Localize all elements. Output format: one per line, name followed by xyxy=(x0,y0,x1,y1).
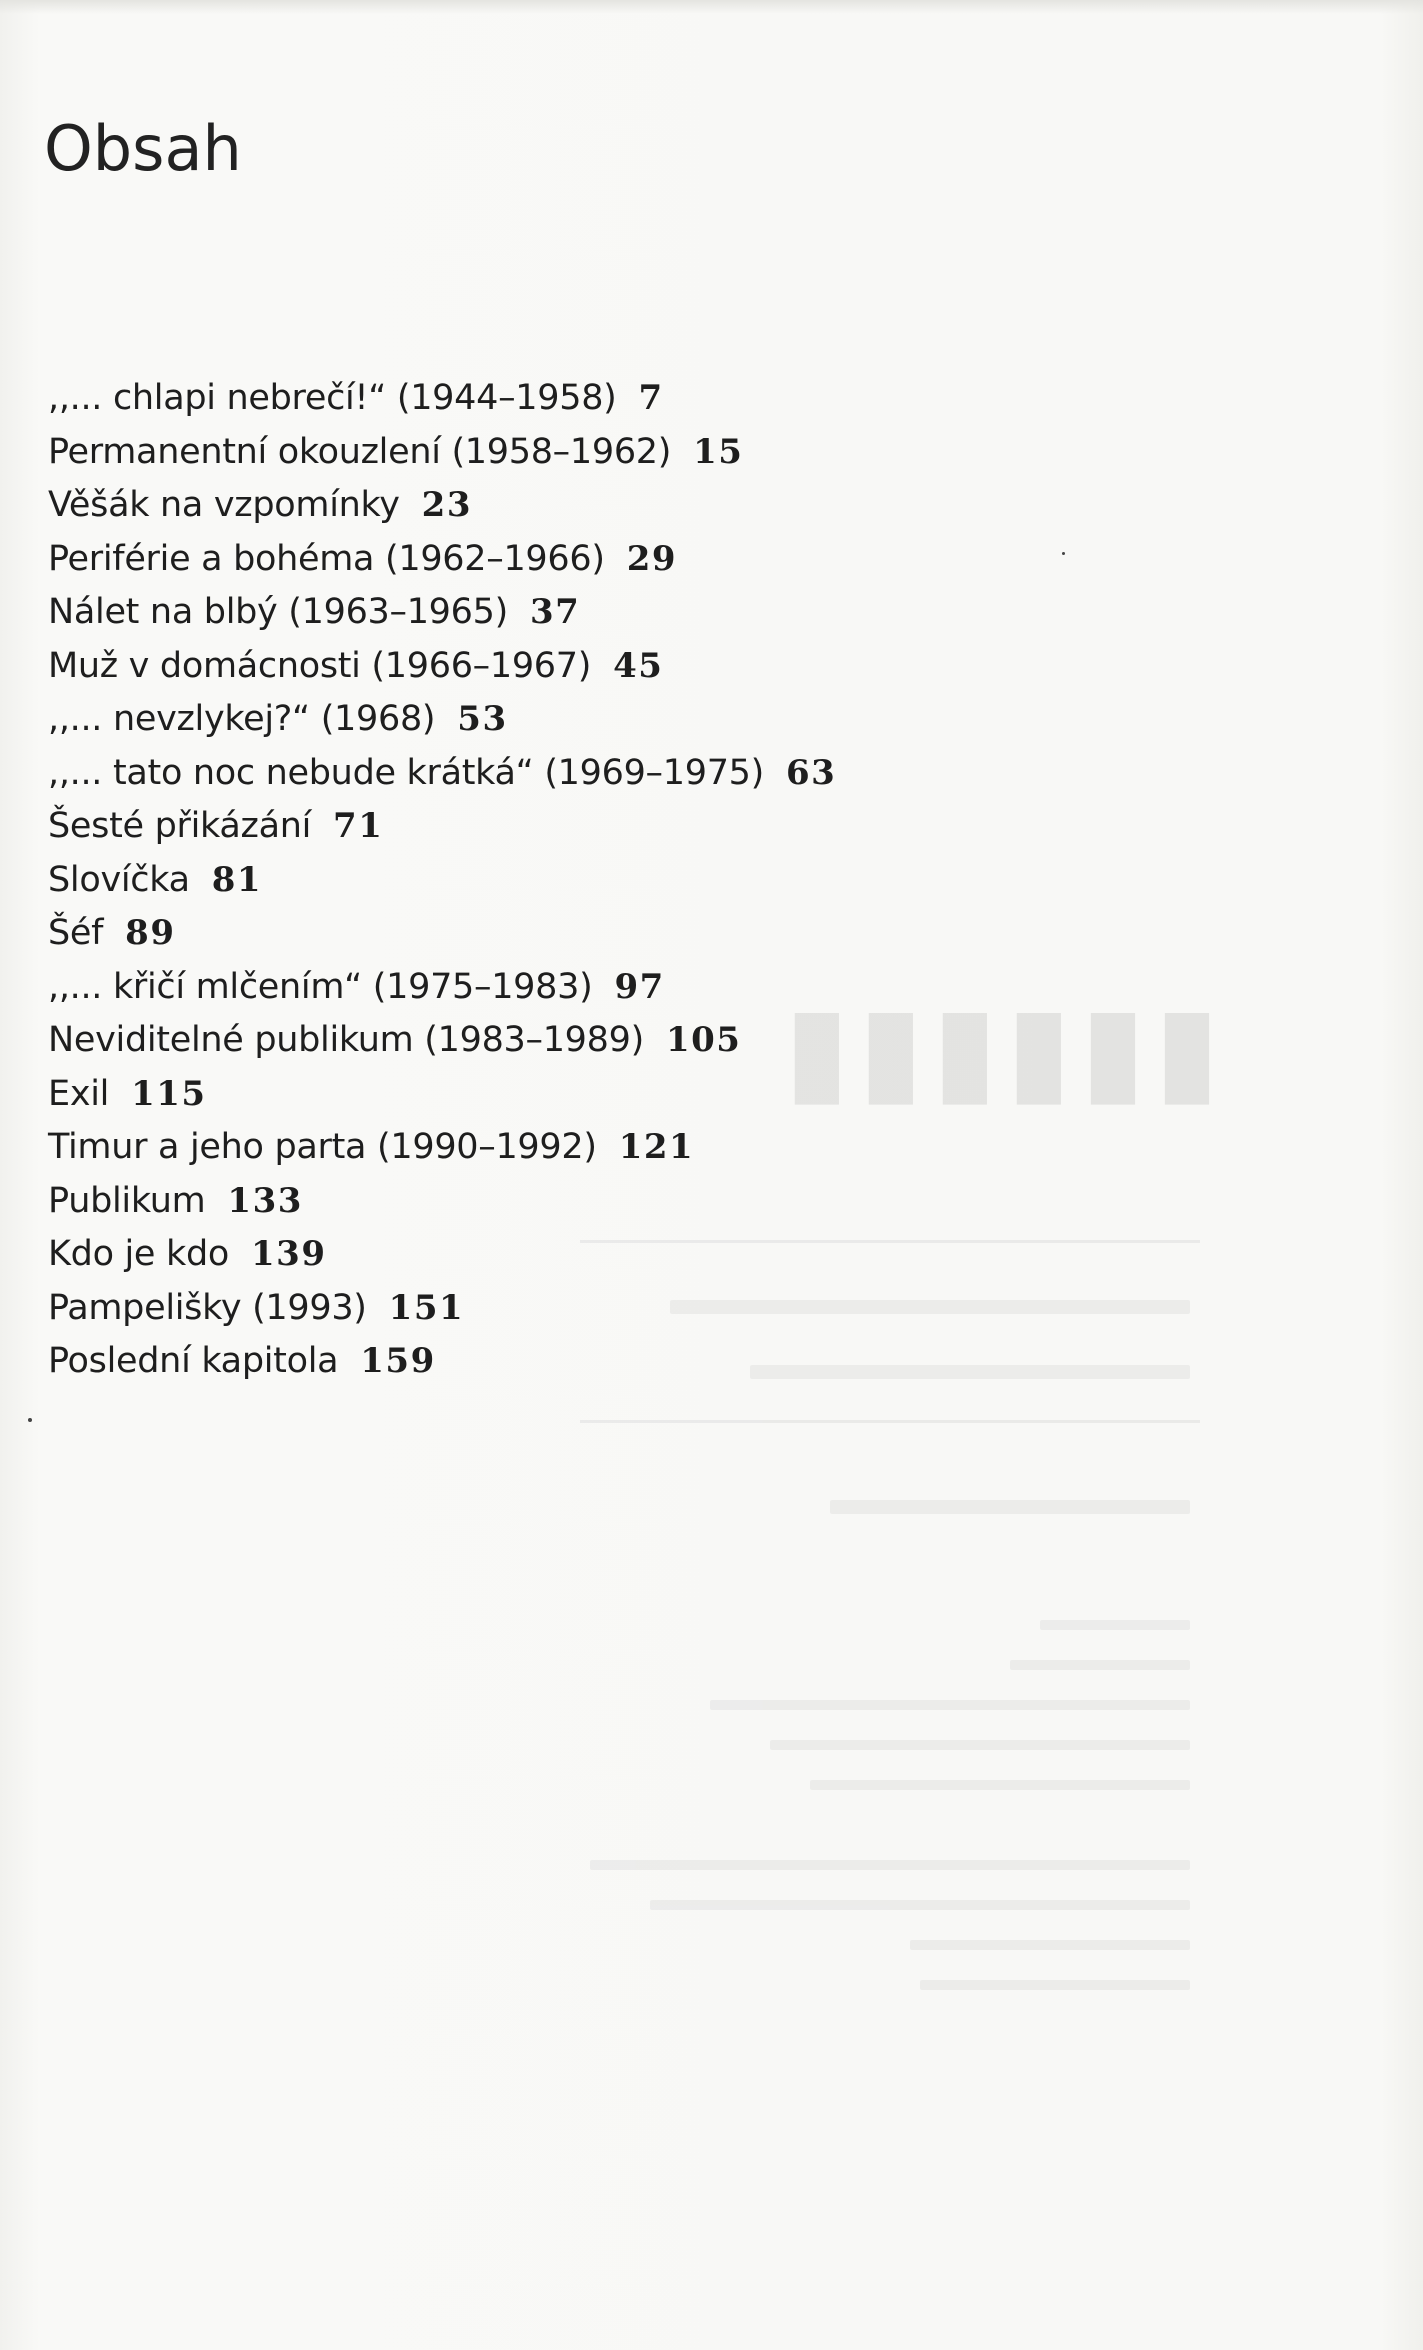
toc-entry xyxy=(48,586,836,640)
toc-entry-title: Kdo je kdo xyxy=(48,1234,229,1274)
toc-entry xyxy=(48,907,836,961)
bleed-line xyxy=(1040,1620,1190,1630)
toc-entry-page-number: 151 xyxy=(388,1287,465,1328)
bleed-line xyxy=(810,1780,1190,1790)
toc-entry xyxy=(48,1014,836,1068)
bleed-line xyxy=(650,1900,1190,1910)
toc-entry-title: Nálet na blbý (1963–1965) xyxy=(48,592,508,632)
toc-entry xyxy=(48,479,836,533)
toc-entry-page-number: 97 xyxy=(614,966,665,1007)
toc-entry xyxy=(48,961,836,1015)
toc-entry-page-number: 45 xyxy=(613,645,664,686)
toc-entry-page-number: 63 xyxy=(785,752,837,793)
toc-entry-page-number: 139 xyxy=(251,1234,327,1274)
bleed-line xyxy=(1010,1660,1190,1670)
toc-entry xyxy=(48,1228,836,1282)
toc-entry xyxy=(48,800,836,854)
toc-entry xyxy=(48,747,836,801)
toc-entry-page-number: 105 xyxy=(665,1020,742,1060)
toc-entry-title: Věšák na vzpomínky xyxy=(48,485,400,525)
toc-entry-title: ,,... křičí mlčením“ (1975–1983) xyxy=(48,966,593,1007)
toc-entry-page-number: 29 xyxy=(626,538,678,579)
toc-entry-page-number: 81 xyxy=(211,859,263,900)
toc-entry-title: Muž v domácnosti (1966–1967) xyxy=(48,645,592,686)
toc-entry xyxy=(48,1175,836,1229)
toc-entry-page-number: 23 xyxy=(421,485,472,525)
toc-entry-title: Periférie a bohéma (1962–1966) xyxy=(48,538,605,579)
bleed-line xyxy=(830,1500,1190,1514)
toc-entry-page-number: 121 xyxy=(618,1127,695,1167)
toc-entry xyxy=(48,533,836,587)
toc-entry-title: Neviditelné publikum (1983–1989) xyxy=(48,1020,644,1060)
toc-entry-title: ,,... tato noc nebude krátká“ (1969–1975) xyxy=(48,752,764,793)
toc-entry-title: Publikum xyxy=(48,1180,206,1221)
toc-entry-title: Šesté přikázání xyxy=(48,806,312,846)
toc-entry-page-number: 159 xyxy=(360,1341,436,1381)
toc-entry-title: Slovíčka xyxy=(48,859,190,900)
toc-entry-title: Permanentní okouzlení (1958–1962) xyxy=(48,431,672,472)
toc-entry xyxy=(48,640,836,694)
toc-entry xyxy=(48,854,836,908)
toc-entry-page-number: 15 xyxy=(693,431,744,472)
toc-entry-page-number: 53 xyxy=(457,699,508,739)
dust-speck xyxy=(1062,552,1065,555)
toc-entry-page-number: 133 xyxy=(227,1180,303,1221)
toc-entry xyxy=(48,1068,836,1122)
bleed-line xyxy=(920,1980,1190,1990)
toc-entry-page-number: 7 xyxy=(638,378,664,418)
toc-entry-page-number: 115 xyxy=(131,1073,207,1114)
toc-entry-title: Poslední kapitola xyxy=(48,1341,339,1381)
bleed-line xyxy=(590,1860,1190,1870)
bleed-rule-bottom xyxy=(580,1420,1200,1423)
toc-entry-title: Pampelišky (1993) xyxy=(48,1287,367,1328)
bleed-title-shape: ▮▮▮▮▮▮ xyxy=(775,980,1220,1119)
bleed-line xyxy=(910,1940,1190,1950)
bleed-line xyxy=(710,1700,1190,1710)
toc-entry xyxy=(48,1335,836,1389)
toc-entry xyxy=(48,1121,836,1175)
toc-entry-page-number: 89 xyxy=(125,913,176,953)
toc-entry-title: ,,... nevzlykej?“ (1968) xyxy=(48,699,436,739)
page-top-edge xyxy=(0,0,1423,14)
toc-entry-page-number: 71 xyxy=(333,806,384,846)
page-title: Obsah xyxy=(44,112,242,185)
table-of-contents xyxy=(48,372,836,1389)
toc-entry-title: ,,... chlapi nebrečí!“ (1944–1958) xyxy=(48,378,617,418)
toc-entry xyxy=(48,693,836,747)
toc-entry-title: Exil xyxy=(48,1073,110,1114)
dust-speck xyxy=(28,1418,32,1422)
toc-entry xyxy=(48,372,836,426)
toc-entry-page-number: 37 xyxy=(529,592,581,632)
bleed-line xyxy=(770,1740,1190,1750)
toc-entry-title: Timur a jeho parta (1990–1992) xyxy=(48,1127,597,1167)
toc-entry xyxy=(48,1282,836,1336)
toc-entry-title: Šéf xyxy=(48,913,104,953)
toc-entry xyxy=(48,426,836,480)
